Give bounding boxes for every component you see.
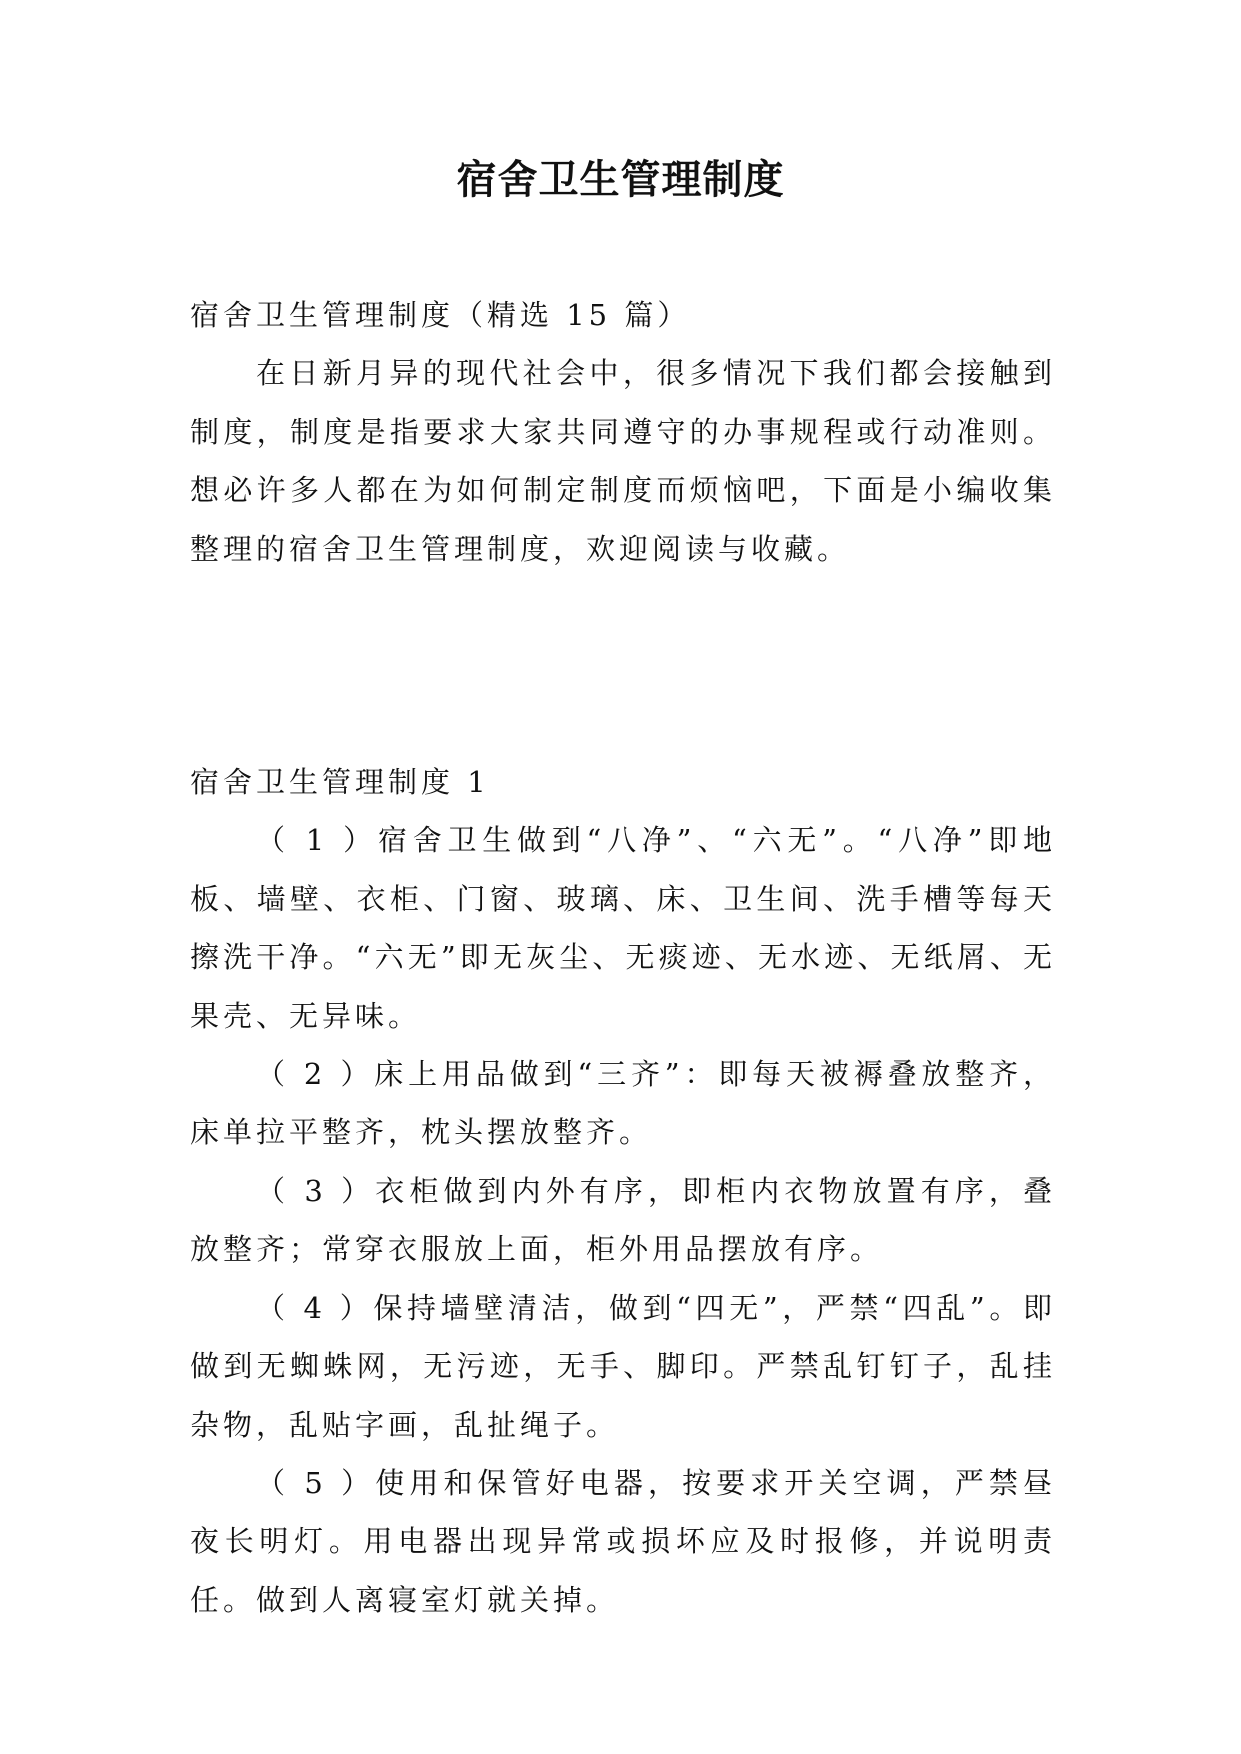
document-subtitle: 宿舍卫生管理制度（精选 15 篇） bbox=[190, 298, 691, 332]
section-spacer bbox=[190, 578, 1056, 753]
intro-paragraph: 在日新月异的现代社会中，很多情况下我们都会接触到制度，制度是指要求大家共同遵守的办事规程或行动准则。想必许多人都在为如何制定制度而烦恼吧，下面是小编收集整理的宿舍卫生管理制度，欢迎阅读与收藏。 bbox=[190, 356, 1056, 566]
rule-item-2: （ 2 ）床上用品做到“三齐”：即每天被褥叠放整齐，床单拉平整齐，枕头摆放整齐。 bbox=[190, 1057, 1056, 1150]
document-body bbox=[190, 286, 1056, 1629]
section-heading: 宿舍卫生管理制度 1 bbox=[190, 765, 490, 800]
rule-item-4: （ 4 ）保持墙壁清洁，做到“四无”，严禁“四乱”。即做到无蜘蛛网，无污迹，无手、脚印。严禁乱钉钉子，乱挂杂物，乱贴字画，乱扯绳子。 bbox=[190, 1290, 1056, 1442]
rule-item-5: （ 5 ）使用和保管好电器，按要求开关空调，严禁昼夜长明灯。用电器出现异常或损坏应及时报修，并说明责任。做到人离寝室灯就关掉。 bbox=[190, 1465, 1056, 1617]
rule-item-3: （ 3 ）衣柜做到内外有序，即柜内衣物放置有序，叠放整齐；常穿衣服放上面，柜外用品摆放有序。 bbox=[190, 1173, 1056, 1267]
document-title: 宿舍卫生管理制度 bbox=[456, 157, 785, 203]
rule-item-1: （ 1 ）宿舍卫生做到“八净”、“六无”。“八净”即地板、墙壁、衣柜、门窗、玻璃、床、卫生间、洗手槽等每天擦洗干净。“六无”即无灰尘、无痰迹、无水迹、无纸屑、无果壳、无异味。 bbox=[190, 823, 1056, 1033]
